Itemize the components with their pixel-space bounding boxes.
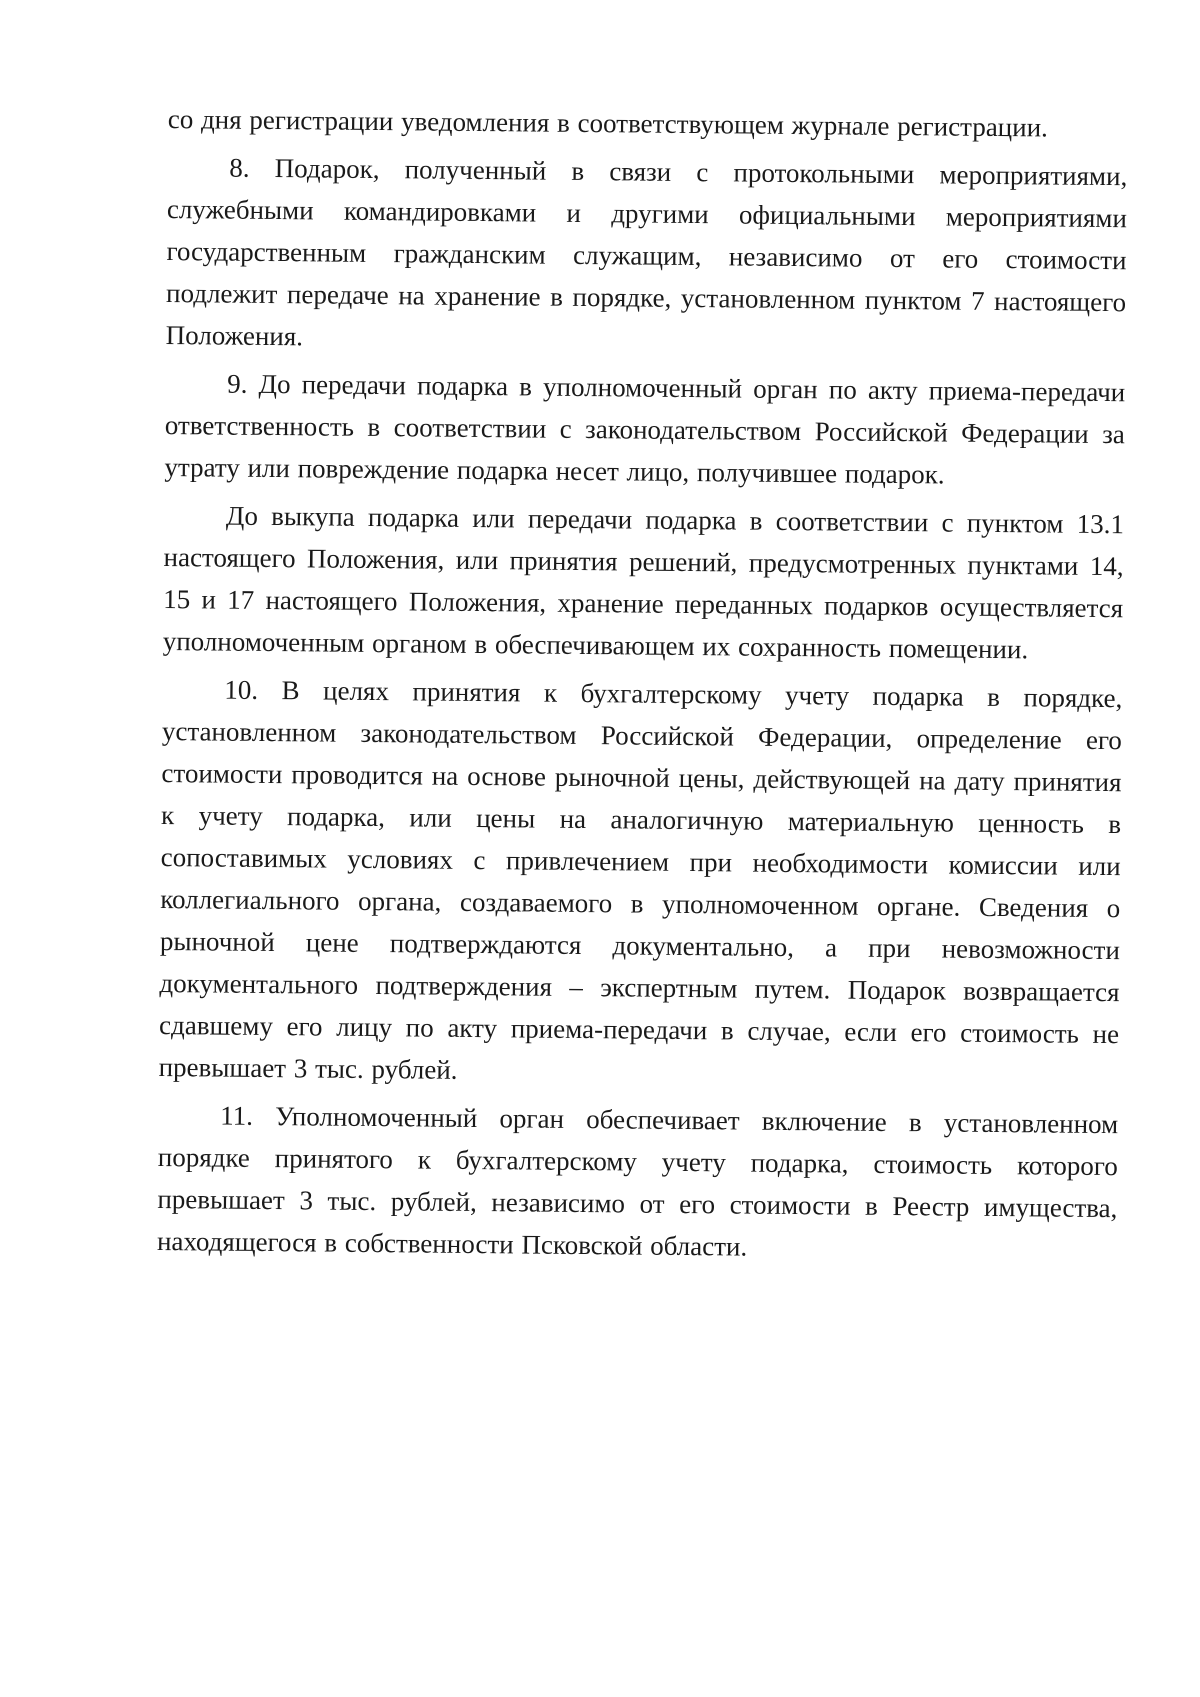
paragraph-item-10: 10. В целях принятия к бухгалтерскому учету подарка в порядке, установленном законодательством Российской Федерации, определение его стоимости проводится на основе рыночной цены, действующей на дату принятия к учету подарка, или цены на аналогичную материальную ценность в сопоставимых условиях с привлечением при необходимости комиссии или коллегиального органа, создаваемого в уполномоченном органе. Сведения о рыночной цене подтверждаются документально, а при невозможности документального подтверждения – экспертным путем. Подарок возвращается сдавшему его лицу по акту приема-передачи в случае, если его стоимость не превышает 3 тыс. рублей. xyxy=(158,674,1123,1085)
paragraph-storage: До выкупа подарка или передачи подарка в соответствии с пунктом 13.1 настоящего Положения, или принятия решений, предусмотренных пунктами 14, 15 и 17 настоящего Положения, хранение переданных подарков осуществляется уполномоченным органом в обеспечивающем их сохранность помещении. xyxy=(162,500,1125,665)
paragraph-item-8: 8. Подарок, полученный в связи с протокольными мероприятиями, служебными командировками и другими официальными мероприятиями государственным гражданским служащим, независимо от его стоимости подлежит передаче на хранение в порядке, установленном пунктом 7 настоящего Положения. xyxy=(165,152,1128,352)
paragraph-item-11: 11. Уполномоченный орган обеспечивает включение в установленном порядке принятого к бухгалтерскому учету подарка, стоимость которого превышает 3 тыс. рублей, независимо от его стоимости в Реестр имущества, находящегося в собственности Псковской области. xyxy=(156,1100,1119,1262)
paragraph-continuation: со дня регистрации уведомления в соответствующем журнале регистрации. xyxy=(167,103,1049,143)
document-body xyxy=(157,98,1128,1277)
paragraph-item-9: 9. До передачи подарка в уполномоченный орган по акту приема-передачи ответственность в соответствии с законодательством Российской Федерации за утрату или повреждение подарка несет лицо, получившее подарок. xyxy=(164,368,1126,490)
